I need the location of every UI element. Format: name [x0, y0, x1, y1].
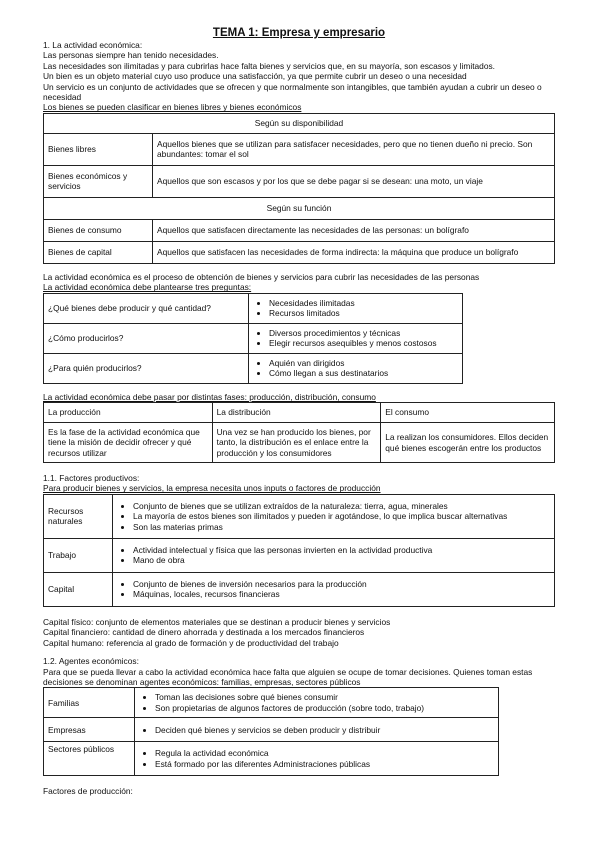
table-cell: Bienes de capital	[44, 241, 153, 263]
paragraph: Capital financiero: cantidad de dinero ahorrada y destinada a los mercados financieros	[43, 627, 365, 638]
table-cell: Aquellos bienes que se utilizan para satisfacer necesidades, pero que no tienen dueño ni precio. Son abundantes: tomar el sol	[153, 133, 555, 165]
section-heading: 1.1. Factores productivos:	[43, 473, 140, 484]
table-cell: Aquellos que son escasos y por los que se debe pagar si se desean: una moto, un viaje	[153, 165, 555, 197]
table-cell	[249, 293, 463, 323]
list-item: • Conjunto de bienes que se utilizan extraídos de la naturaleza: tierra, agua, minerales	[133, 501, 550, 511]
agentes-table	[43, 687, 499, 776]
table-cell: Sectores públicos	[44, 742, 135, 776]
bienes-table	[43, 113, 555, 264]
list-item: • Elegir recursos asequibles y menos costosos	[269, 338, 458, 348]
table-cell: Es la fase de la actividad económica que tiene la misión de decidir ofrecer y qué recursos utilizar	[44, 423, 213, 463]
table-cell: Bienes de consumo	[44, 219, 153, 241]
list-item: • Aquién van dirigidos	[269, 358, 458, 368]
fases-intro: La actividad económica debe pasar por distintas fases: producción, distribución, consumo	[43, 391, 376, 402]
table-cell: Recursos naturales	[44, 494, 113, 538]
factores-table	[43, 494, 555, 607]
table-cell: Trabajo	[44, 538, 113, 572]
paragraph: Un servicio es un conjunto de actividades que se ofrecen y que normalmente son intangibles, que también ayudan a cubrir un deseo o necesidad	[43, 81, 542, 103]
paragraph: Las personas siempre han tenido necesidades.	[43, 50, 219, 61]
table-header: El consumo	[381, 403, 555, 423]
document-page	[43, 26, 555, 797]
table-cell: ¿Para quién producirlos?	[44, 353, 249, 383]
table-cell	[135, 688, 499, 718]
table-cell	[113, 572, 555, 606]
section-heading: 1.2. Agentes económicos:	[43, 656, 139, 667]
table-cell: Bienes económicos y servicios	[44, 165, 153, 197]
paragraph: Un bien es un objeto material cuyo uso produce una satisfacción, ya que permite cubrir un deseo o una necesidad	[43, 71, 467, 82]
table-cell	[113, 538, 555, 572]
table-cell: Capital	[44, 572, 113, 606]
preguntas-table	[43, 293, 463, 384]
list-item: • Está formado por las diferentes Administraciones públicas	[155, 759, 494, 769]
table-cell	[249, 323, 463, 353]
table-header: La producción	[44, 403, 213, 423]
list-item: • Cómo llegan a sus destinatarios	[269, 368, 458, 378]
list-item: • Conjunto de bienes de inversión necesarios para la producción	[133, 579, 550, 589]
table-cell: Familias	[44, 688, 135, 718]
paragraph: Capital físico: conjunto de elementos materiales que se destinan a producir bienes y servicios	[43, 616, 391, 627]
fases-table	[43, 402, 555, 463]
list-item: • Regula la actividad económica	[155, 748, 494, 758]
list-item: • Necesidades ilimitadas	[269, 298, 458, 308]
table-cell: La realizan los consumidores. Ellos deciden qué bienes escogerán entre los productos	[381, 423, 555, 463]
list-item: • Son las materias primas	[133, 522, 550, 532]
list-item: • Diversos procedimientos y técnicas	[269, 328, 458, 338]
table-header: Según su función	[44, 197, 555, 219]
table-cell: Aquellos que satisfacen directamente las necesidades de las personas: un bolígrafo	[153, 219, 555, 241]
table-cell: ¿Cómo producirlos?	[44, 323, 249, 353]
table-cell: Una vez se han producido los bienes, por tanto, la distribución es el enlace entre la producción y los consumidores	[212, 423, 381, 463]
table-cell: Empresas	[44, 718, 135, 742]
paragraph: Para producir bienes y servicios, la empresa necesita unos inputs o factores de producción	[43, 483, 381, 494]
list-item: • Toman las decisiones sobre qué bienes consumir	[155, 692, 494, 702]
table-header: Según su disponibilidad	[44, 113, 555, 133]
table-header: La distribución	[212, 403, 381, 423]
table-cell	[249, 353, 463, 383]
table-cell: Aquellos que satisfacen las necesidades de forma indirecta: la máquina que produce un bolígrafo	[153, 241, 555, 263]
table-cell: ¿Qué bienes debe producir y qué cantidad?	[44, 293, 249, 323]
bienes-intro: Los bienes se pueden clasificar en bienes libres y bienes económicos	[43, 102, 302, 113]
list-item: • Máquinas, locales, recursos financieras	[133, 589, 550, 599]
paragraph: Capital humano: referencia al grado de formación y de productividad del trabajo	[43, 637, 339, 648]
paragraph: Factores de producción:	[43, 786, 133, 797]
paragraph: Las necesidades son ilimitadas y para cubrirlas hace falta bienes y servicios que, en su mayoría, son escasos y limitados.	[43, 60, 496, 71]
list-item: • La mayoría de estos bienes son ilimitados y pueden ir agotándose, lo que implica buscar alternativas	[133, 511, 550, 521]
table-cell	[135, 742, 499, 776]
table-cell: Bienes libres	[44, 133, 153, 165]
list-item: • Actividad intelectual y física que las personas invierten en la actividad productiva	[133, 545, 550, 555]
list-item: • Deciden qué bienes y servicios se deben producir y distribuir	[155, 725, 494, 735]
paragraph: La actividad económica debe plantearse tres preguntas:	[43, 282, 252, 293]
page-title: TEMA 1: Empresa y empresario	[212, 27, 386, 39]
paragraph: La actividad económica es el proceso de obtención de bienes y servicios para cubrir las necesidades de las personas	[43, 271, 480, 282]
section-1-heading: 1. La actividad económica:	[43, 40, 143, 50]
list-item: • Son propietarias de algunos factores de producción (sobre todo, trabajo)	[155, 703, 494, 713]
list-item: • Recursos limitados	[269, 308, 458, 318]
table-cell	[113, 494, 555, 538]
paragraph: Para que se pueda llevar a cabo la actividad económica hace falta que alguien se ocupe de tomar decisiones. Quienes toman estas decisiones se denominan agentes económicos: familias, empresas, sectores públicos	[43, 666, 533, 687]
list-item: • Mano de obra	[133, 555, 550, 565]
table-cell	[135, 718, 499, 742]
